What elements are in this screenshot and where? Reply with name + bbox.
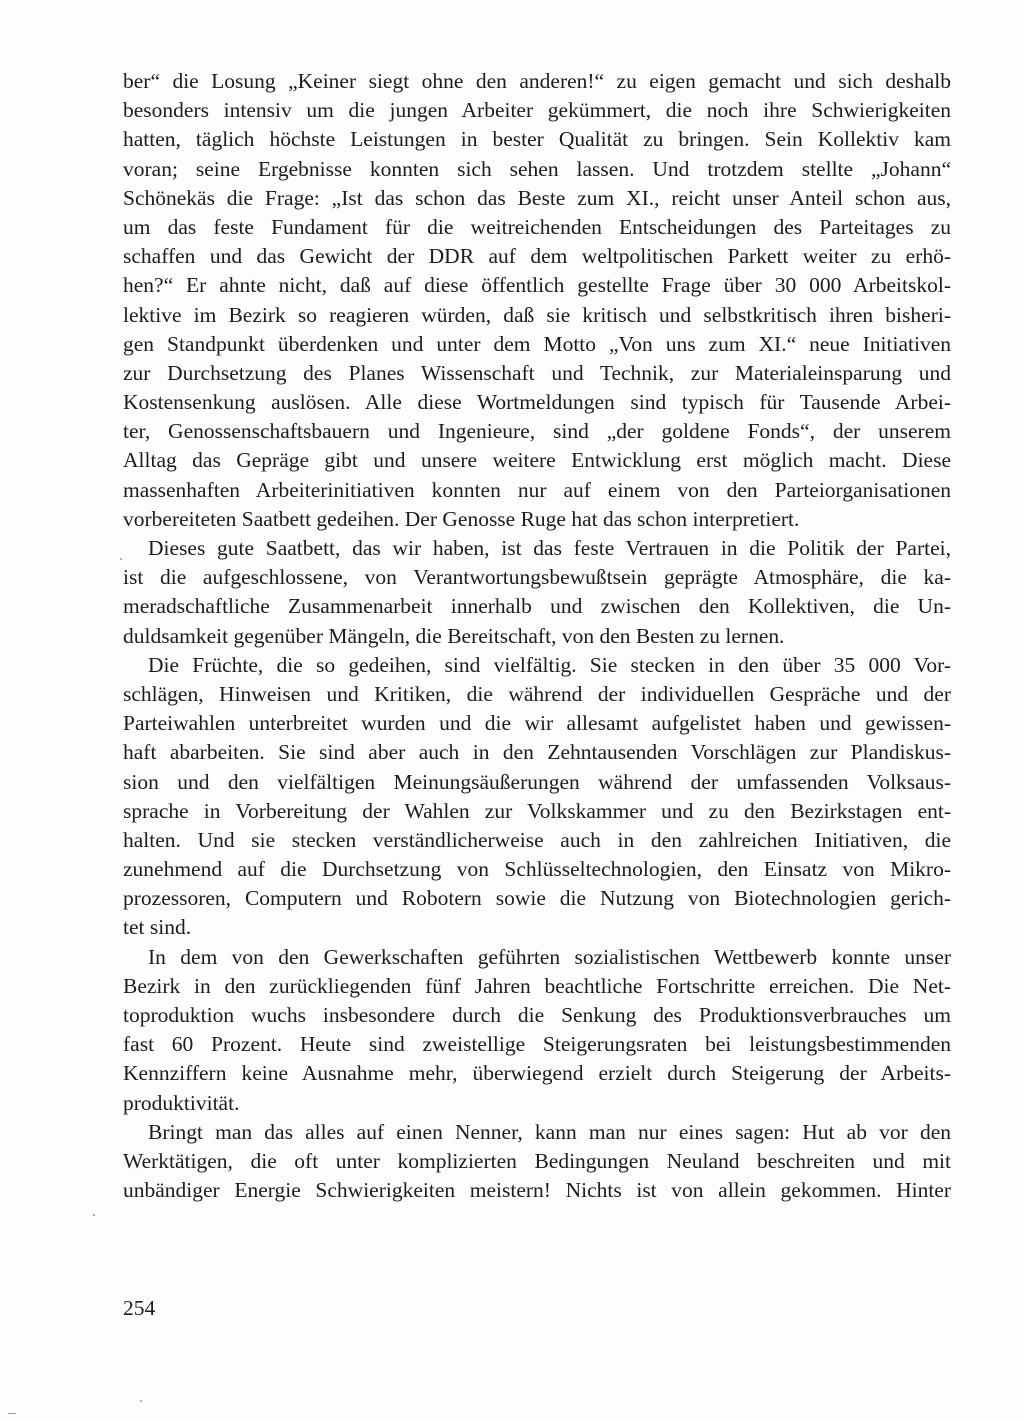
scan-speck xyxy=(8,1413,16,1414)
scan-speck xyxy=(140,1400,142,1402)
text-line: haft abarbeiten. Sie sind aber auch in den Zehntausenden Vorschlägen zur Plandiskus- xyxy=(123,740,951,765)
text-line: toproduktion wuchs insbesondere durch die Senkung des Produktionsverbrauches um xyxy=(123,1003,951,1027)
text-line: unbändiger Energie Schwierigkeiten meistern! Nichts ist von allein gekommen. Hinter xyxy=(123,1178,951,1203)
text-line: Werktätigen, die oft unter komplizierten Bedingungen Neuland beschreiten und mit xyxy=(123,1148,951,1173)
paragraph-start-line: Dieses gute Saatbett, das wir haben, ist das feste Vertrauen in die Politik der Partei, xyxy=(148,536,951,560)
text-line: produktivität. xyxy=(123,1090,240,1115)
text-line: Bezirk in den zurückliegenden fünf Jahren beachtliche Fortschritte erreichen. Die Net- xyxy=(123,973,951,998)
text-line: ist die aufgeschlossene, von Verantwortungsbewußtsein geprägte Atmosphäre, die ka- xyxy=(123,565,951,590)
paragraph-start-line: In dem von den Gewerkschaften geführten sozialistischen Wettbewerb konnte unser xyxy=(148,944,951,969)
text-line: Parteiwahlen unterbreitet wurden und die wir allesamt aufgelistet haben und gewissen- xyxy=(123,711,951,736)
text-line: vorbereiteten Saatbett gedeihen. Der Genosse Ruge hat das schon interpretiert. xyxy=(123,506,800,531)
text-line: gen Standpunkt überdenken und unter dem Motto „Von uns zum XI.“ neue Initiativen xyxy=(123,331,951,356)
text-line: ter, Genossenschaftsbauern und Ingenieure, sind „der goldene Fonds“, der unserem xyxy=(123,419,951,444)
text-line: Alltag das Gepräge gibt und unsere weitere Entwicklung erst möglich macht. Diese xyxy=(123,448,951,473)
page-number: 254 xyxy=(123,1296,156,1320)
text-line: lektive im Bezirk so reagieren würden, daß sie kritisch und selbstkritisch ihren bisheri- xyxy=(123,302,951,327)
text-line: sion und den vielfältigen Meinungsäußerungen während der umfassenden Volksaus- xyxy=(123,769,951,794)
text-line: duldsamkeit gegenüber Mängeln, die Bereitschaft, von den Besten zu lernen. xyxy=(123,623,785,648)
text-line: sprache in Vorbereitung der Wahlen zur Volkskammer und zu den Bezirkstagen ent- xyxy=(123,798,951,823)
text-line: Schönekäs die Frage: „Ist das schon das Beste zum XI., reicht unser Anteil schon aus, xyxy=(123,185,951,210)
paragraph-start-line: Bringt man das alles auf einen Nenner, kann man nur eines sagen: Hut ab vor den xyxy=(148,1119,951,1144)
paragraph-start-line: Die Früchte, die so gedeihen, sind vielfältig. Sie stecken in den über 35 000 Vor- xyxy=(148,652,951,677)
text-line: meradschaftliche Zusammenarbeit innerhalb und zwischen den Kollektiven, die Un- xyxy=(123,594,951,619)
text-line: tet sind. xyxy=(123,915,192,940)
text-line: zunehmend auf die Durchsetzung von Schlüsseltechnologien, den Einsatz von Mikro- xyxy=(123,857,951,882)
text-line: fast 60 Prozent. Heute sind zweistellige Steigerungsraten bei leistungsbestimmenden xyxy=(123,1032,951,1057)
text-line: prozessoren, Computern und Robotern sowie die Nutzung von Biotechnologien gerich- xyxy=(123,886,951,911)
text-line: schaffen und das Gewicht der DDR auf dem weltpolitischen Parkett weiter zu erhö- xyxy=(123,244,951,269)
text-line: ber“ die Losung „Keiner siegt ohne den anderen!“ zu eigen gemacht und sich deshalb xyxy=(123,69,951,93)
text-line: halten. Und sie stecken verständlicherweise auch in den zahlreichen Initiativen, die xyxy=(123,827,951,852)
text-line: hatten, täglich höchste Leistungen in bester Qualität zu bringen. Sein Kollektiv kam xyxy=(123,127,951,152)
text-line: Kennziffern keine Ausnahme mehr, überwiegend erzielt durch Steigerung der Arbeits- xyxy=(123,1061,951,1086)
body-text xyxy=(123,67,951,1205)
text-line: schlägen, Hinweisen und Kritiken, die während der individuellen Gespräche und der xyxy=(123,681,951,706)
text-line: voran; seine Ergebnisse konnten sich sehen lassen. Und trotzdem stellte „Johann“ xyxy=(123,156,951,181)
text-line: zur Durchsetzung des Planes Wissenschaft und Technik, zur Materialeinsparung und xyxy=(123,360,951,385)
scan-speck xyxy=(120,558,122,560)
text-line: um das feste Fundament für die weitreichenden Entscheidungen des Parteitages zu xyxy=(123,214,951,239)
text-line: hen?“ Er ahnte nicht, daß auf diese öffentlich gestellte Frage über 30 000 Arbeitskol- xyxy=(123,273,951,298)
text-line: massenhaften Arbeiterinitiativen konnten nur auf einem von den Parteiorganisationen xyxy=(123,477,951,502)
text-line: Kostensenkung auslösen. Alle diese Wortmeldungen sind typisch für Tausende Arbei- xyxy=(123,390,951,415)
scan-speck xyxy=(93,1214,95,1216)
text-line: besonders intensiv um die jungen Arbeiter gekümmert, die noch ihre Schwierigkeiten xyxy=(123,98,951,123)
